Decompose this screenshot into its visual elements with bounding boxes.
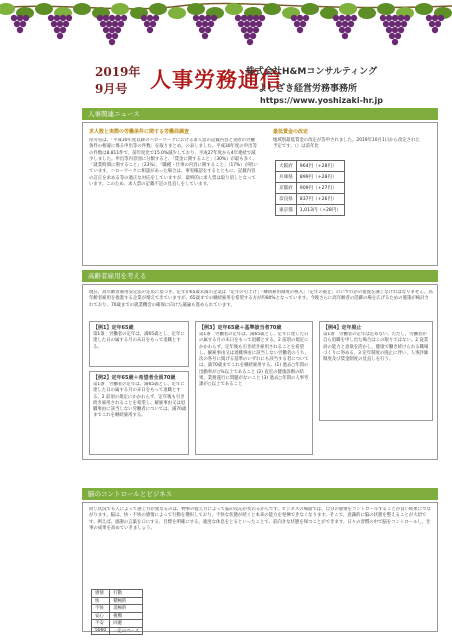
example-4-title: 【例4】定年廃止 bbox=[323, 325, 362, 331]
grape-icon bbox=[339, 27, 345, 33]
grape-icon bbox=[429, 21, 435, 27]
brain-box bbox=[82, 502, 438, 632]
grape-icon bbox=[247, 39, 253, 45]
grape-icon bbox=[100, 21, 106, 27]
wage-region: 東京都 bbox=[276, 205, 297, 216]
grape-icon bbox=[115, 27, 121, 33]
grape-icon bbox=[438, 15, 444, 21]
table-cell: 積極的 bbox=[110, 597, 143, 605]
grape-icon bbox=[247, 27, 253, 33]
grape-icon bbox=[259, 15, 265, 21]
wage-row bbox=[276, 172, 345, 183]
grape-icon bbox=[17, 15, 23, 21]
grape-icon bbox=[342, 33, 348, 39]
leaf-icon bbox=[263, 3, 281, 15]
grape-icon bbox=[20, 21, 26, 27]
grape-icon bbox=[389, 21, 395, 27]
grape-icon bbox=[60, 15, 66, 21]
news-left-title: 求人数と実際の労働条件に関する労働局調査 bbox=[89, 129, 190, 135]
grape-icon bbox=[241, 15, 247, 21]
grape-icon bbox=[380, 15, 386, 21]
grape-icon bbox=[144, 21, 150, 27]
grape-icon bbox=[386, 15, 392, 21]
grape-icon bbox=[291, 15, 297, 21]
example-2-box bbox=[89, 371, 189, 455]
grape-icon bbox=[348, 21, 354, 27]
news-right-body: 地域別最低賃金の改定が答申されました。2019年10月1日から改定された予定です。（）は前年比 bbox=[273, 138, 420, 150]
grape-icon bbox=[109, 39, 115, 45]
wage-region: 兵庫県 bbox=[276, 172, 297, 183]
wage-row bbox=[276, 205, 345, 216]
grape-icon bbox=[208, 21, 214, 27]
example-1-box bbox=[89, 321, 189, 367]
example-3-title: 【例3】定年65歳＋基準該当者70歳 bbox=[199, 325, 282, 331]
minimum-wage-table bbox=[275, 160, 345, 216]
grape-icon bbox=[256, 21, 262, 27]
grape-icon bbox=[297, 15, 303, 21]
wage-region: 奈良県 bbox=[276, 194, 297, 205]
example-3-body: 第1条 労働者の定年は、満65歳とし、定年に達した日の属する月の末日をもって退職とする。2 前項の規定にかかわらず、定年後も引き続き雇用されることを希望し、解雇事由又は退職事由に該当しない労働者のうち、次の各号に掲げる基準のいずれにも該当する者については、満70歳までこれを継続雇用する。(1) 過去○年間の出勤率が○%以上であること (2) 直近の健康診断の結果、業務遂行に問題がないこと (3) 過去○年間の人事考課が○以上であること bbox=[199, 332, 309, 388]
elderly-intro: 現在、高年齢者雇用安定法の定めに基づき、定年が65歳未満の企業は「定年の引上げ」「継続雇用制度の導入」「定年の廃止」のいずれかの措置を講じなければなりません。高年齢者雇用を推進する企業が増えてきていますが、65歳までの継続雇用を希望する方が約80%となっています。今後さらに高年齢者の活躍の場を広げるための施策が検討されており、70歳までの就業機会の確保に向けた議論も進められています。 bbox=[89, 290, 433, 308]
grape-icon bbox=[11, 15, 17, 21]
grape-icon bbox=[392, 39, 398, 45]
table-cell: 安心 bbox=[92, 612, 110, 620]
grape-icon bbox=[426, 15, 432, 21]
wage-value: 964円（+28円） bbox=[296, 161, 344, 172]
grape-icon bbox=[389, 33, 395, 39]
wage-row bbox=[276, 161, 345, 172]
company-name: 株式会社H&Mコンサルティング bbox=[246, 67, 377, 77]
grape-icon bbox=[386, 27, 392, 33]
leaf-icon bbox=[358, 7, 376, 19]
newsletter-title: 人事労務通信 bbox=[150, 67, 282, 92]
grape-icon bbox=[57, 33, 63, 39]
grape-icon bbox=[23, 15, 29, 21]
grape-icon bbox=[244, 33, 250, 39]
leaf-icon bbox=[339, 3, 357, 15]
section-heading-elderly: 高齢者雇用を考える bbox=[82, 270, 438, 282]
grape-icon bbox=[250, 21, 256, 27]
leaf-icon bbox=[111, 3, 129, 15]
wage-value: 899円（+28円） bbox=[296, 172, 344, 183]
grape-icon bbox=[121, 15, 127, 21]
grape-icon bbox=[333, 15, 339, 21]
grape-icon bbox=[66, 15, 72, 21]
leaf-icon bbox=[415, 3, 433, 15]
grape-icon bbox=[395, 33, 401, 39]
example-4-body: 第1条 労働者の定年は定めない。ただし、労働者が自ら退職を申し出た場合はこの限りではない。2 従業員の能力と意欲を活かし、健康で働き続けられる職場づくりに努める。3 定年制度の廃止に伴い、人事評価制度及び賃金制度の見直しを行う。 bbox=[323, 332, 429, 363]
grape-icon bbox=[300, 21, 306, 27]
grape-icon bbox=[54, 27, 60, 33]
news-right-title: 最低賃金の改定 bbox=[273, 129, 309, 135]
table-header-emotion: 感情 bbox=[92, 590, 110, 598]
grape-icon bbox=[435, 21, 441, 27]
leaf-icon bbox=[73, 3, 91, 15]
grape-icon bbox=[250, 33, 256, 39]
grape-icon bbox=[118, 21, 124, 27]
grape-icon bbox=[383, 21, 389, 27]
emotion-action-table bbox=[91, 589, 143, 635]
grape-icon bbox=[199, 15, 205, 21]
table-row bbox=[92, 620, 143, 628]
grape-icon bbox=[54, 15, 60, 21]
brain-body: 同じ状況でも人によって感じ方が異なるのは、物事の捉え方によって脳の反応が変わるからです。ビジネスの場面では、自分の感情をコントロールすることが良い結果につながります。脳は、快・不快の感情によって行動を選択しており、不快な状態が続くと本来の能力を発揮できなくなります。そこで、意識的に脳の状態を整えることが大切です。例えば、感謝の言葉を口にする、目標を明確にする、適度な休息をとるといったことで、前向きな状態を保つことができます。日々の習慣の中で脳をコントロールし、仕事の成果を高めていきましょう。 bbox=[89, 507, 431, 531]
grape-icon bbox=[432, 27, 438, 33]
leaf-icon bbox=[168, 7, 186, 19]
example-2-body: 第1条 労働者の定年は、満65歳とし、定年に達した日の属する月の末日をもって退職とする。2 前項の規定にかかわらず、定年後も引き続き雇用されることを希望し、解雇事由又は退職事由に該当しない労働者については、満70歳までこれを継続雇用する。 bbox=[93, 382, 187, 419]
office-name: よしざき経営労務事務所 bbox=[258, 84, 358, 94]
grape-icon bbox=[97, 15, 103, 21]
grape-icon bbox=[147, 15, 153, 21]
section-heading-brain: 脳のコントロールとビジネス bbox=[82, 488, 438, 500]
grape-icon bbox=[398, 27, 404, 33]
grape-icon bbox=[103, 15, 109, 21]
grape-icon bbox=[150, 21, 156, 27]
leaf-icon bbox=[377, 3, 395, 15]
table-cell: 一定のペース bbox=[110, 627, 143, 635]
grape-icon bbox=[48, 15, 54, 21]
example-2-title: 【例2】定年65歳＋希望者全員70歳 bbox=[93, 375, 176, 381]
grape-icon bbox=[336, 21, 342, 27]
wage-row bbox=[276, 183, 345, 194]
example-1-body: 第1条 労働者の定年は、満65歳とし、定年に達した日の属する月の末日をもって退職とする。 bbox=[93, 332, 185, 350]
grape-icon bbox=[247, 15, 253, 21]
wage-row bbox=[276, 194, 345, 205]
leaf-icon bbox=[0, 3, 15, 15]
grape-icon bbox=[211, 15, 217, 21]
grape-icon bbox=[303, 15, 309, 21]
grape-icon bbox=[196, 21, 202, 27]
wage-value: 1,013円（+28円） bbox=[296, 205, 344, 216]
leaf-icon bbox=[149, 3, 167, 15]
grape-icon bbox=[339, 15, 345, 21]
issue-year: 2019年 bbox=[95, 65, 141, 79]
grape-icon bbox=[253, 15, 259, 21]
example-4-box bbox=[319, 321, 433, 421]
example-3-box bbox=[195, 321, 313, 455]
grape-icon bbox=[115, 15, 121, 21]
grape-icon bbox=[345, 27, 351, 33]
table-row bbox=[92, 597, 143, 605]
wage-value: 909円（+27円） bbox=[296, 183, 344, 194]
grape-icon bbox=[294, 21, 300, 27]
wage-value: 837円（+26円） bbox=[296, 194, 344, 205]
example-1-title: 【例1】定年65歳 bbox=[93, 325, 134, 331]
grape-icon bbox=[235, 15, 241, 21]
grape-icon bbox=[253, 27, 259, 33]
grape-icon bbox=[112, 21, 118, 27]
grape-icon bbox=[112, 33, 118, 39]
grape-icon bbox=[392, 27, 398, 33]
grape-icon bbox=[297, 27, 303, 33]
grape-icon bbox=[103, 27, 109, 33]
grape-icon bbox=[193, 15, 199, 21]
grape-icon bbox=[147, 27, 153, 33]
issue-month: 9月号 bbox=[95, 82, 128, 96]
table-cell: 快 bbox=[92, 597, 110, 605]
table-cell: 不安 bbox=[92, 620, 110, 628]
grape-icon bbox=[63, 21, 69, 27]
wage-region: 大阪府 bbox=[276, 161, 297, 172]
grape-icon bbox=[109, 27, 115, 33]
grape-icon bbox=[404, 15, 410, 21]
news-left-body: 厚労省は、「平成30年度以降のハローワークにおける求人票の記載内容と実際の労働条件の相違に係る申出等の件数」を取りまとめ、公表しました。平成30年度の申出等の件数は8,811件で、前年度比で15.0%減少しており、平成27年度から4年連続で減少しました。申出等内容別に分類すると、「賃金に関すること」（30%）が最も多く、「就業時間に関すること」（23%）、「職種・仕事の内容に関すること」（17%）が続いています。ハローワークに相談があった場合は、事実確認をするとともに、記載内容の訂正を求める等の適正な対応をしていますが、最終的に求人票は取り消しとなっています。このため、求人票の記載不足の見直しをしています。 bbox=[89, 138, 258, 188]
grape-icon bbox=[345, 15, 351, 21]
grape-icon bbox=[351, 15, 357, 21]
grape-icon bbox=[342, 21, 348, 27]
news-box bbox=[82, 122, 438, 266]
leaf-icon bbox=[187, 3, 205, 15]
grape-icon bbox=[205, 15, 211, 21]
leaf-icon bbox=[225, 3, 243, 15]
table-cell: 消極的 bbox=[110, 605, 143, 613]
table-row bbox=[92, 612, 143, 620]
grape-icon bbox=[398, 15, 404, 21]
grape-icon bbox=[106, 21, 112, 27]
grape-icon bbox=[202, 21, 208, 27]
grape-icon bbox=[106, 33, 112, 39]
leaf-icon bbox=[301, 3, 319, 15]
grape-icon bbox=[14, 21, 20, 27]
grape-icon bbox=[432, 15, 438, 21]
table-row bbox=[92, 627, 143, 635]
table-cell: 回避 bbox=[110, 620, 143, 628]
grape-icon bbox=[57, 21, 63, 27]
website-url[interactable]: https://www.yoshizaki-hr.jp bbox=[260, 96, 383, 105]
grape-icon bbox=[51, 21, 57, 27]
grape-vine-banner bbox=[0, 0, 452, 58]
grape-icon bbox=[392, 15, 398, 21]
grape-icon bbox=[60, 27, 66, 33]
section-heading-news: 人事関連ニュース bbox=[82, 108, 438, 120]
grape-icon bbox=[153, 15, 159, 21]
grape-icon bbox=[205, 27, 211, 33]
table-cell: 5060 bbox=[92, 627, 110, 635]
grape-icon bbox=[109, 15, 115, 21]
table-header-action: 行動 bbox=[110, 590, 143, 598]
leaf-icon bbox=[35, 3, 53, 15]
grape-icon bbox=[141, 15, 147, 21]
elderly-box bbox=[82, 284, 438, 460]
grape-icon bbox=[199, 27, 205, 33]
grape-icon bbox=[395, 21, 401, 27]
grape-icon bbox=[401, 21, 407, 27]
grape-icon bbox=[238, 21, 244, 27]
grape-icon bbox=[244, 21, 250, 27]
wage-region: 京都府 bbox=[276, 183, 297, 194]
grape-icon bbox=[17, 27, 23, 33]
grape-icon bbox=[241, 27, 247, 33]
grape-icon bbox=[202, 33, 208, 39]
table-cell: 不快 bbox=[92, 605, 110, 613]
table-cell: 挑戦 bbox=[110, 612, 143, 620]
table-row bbox=[92, 605, 143, 613]
